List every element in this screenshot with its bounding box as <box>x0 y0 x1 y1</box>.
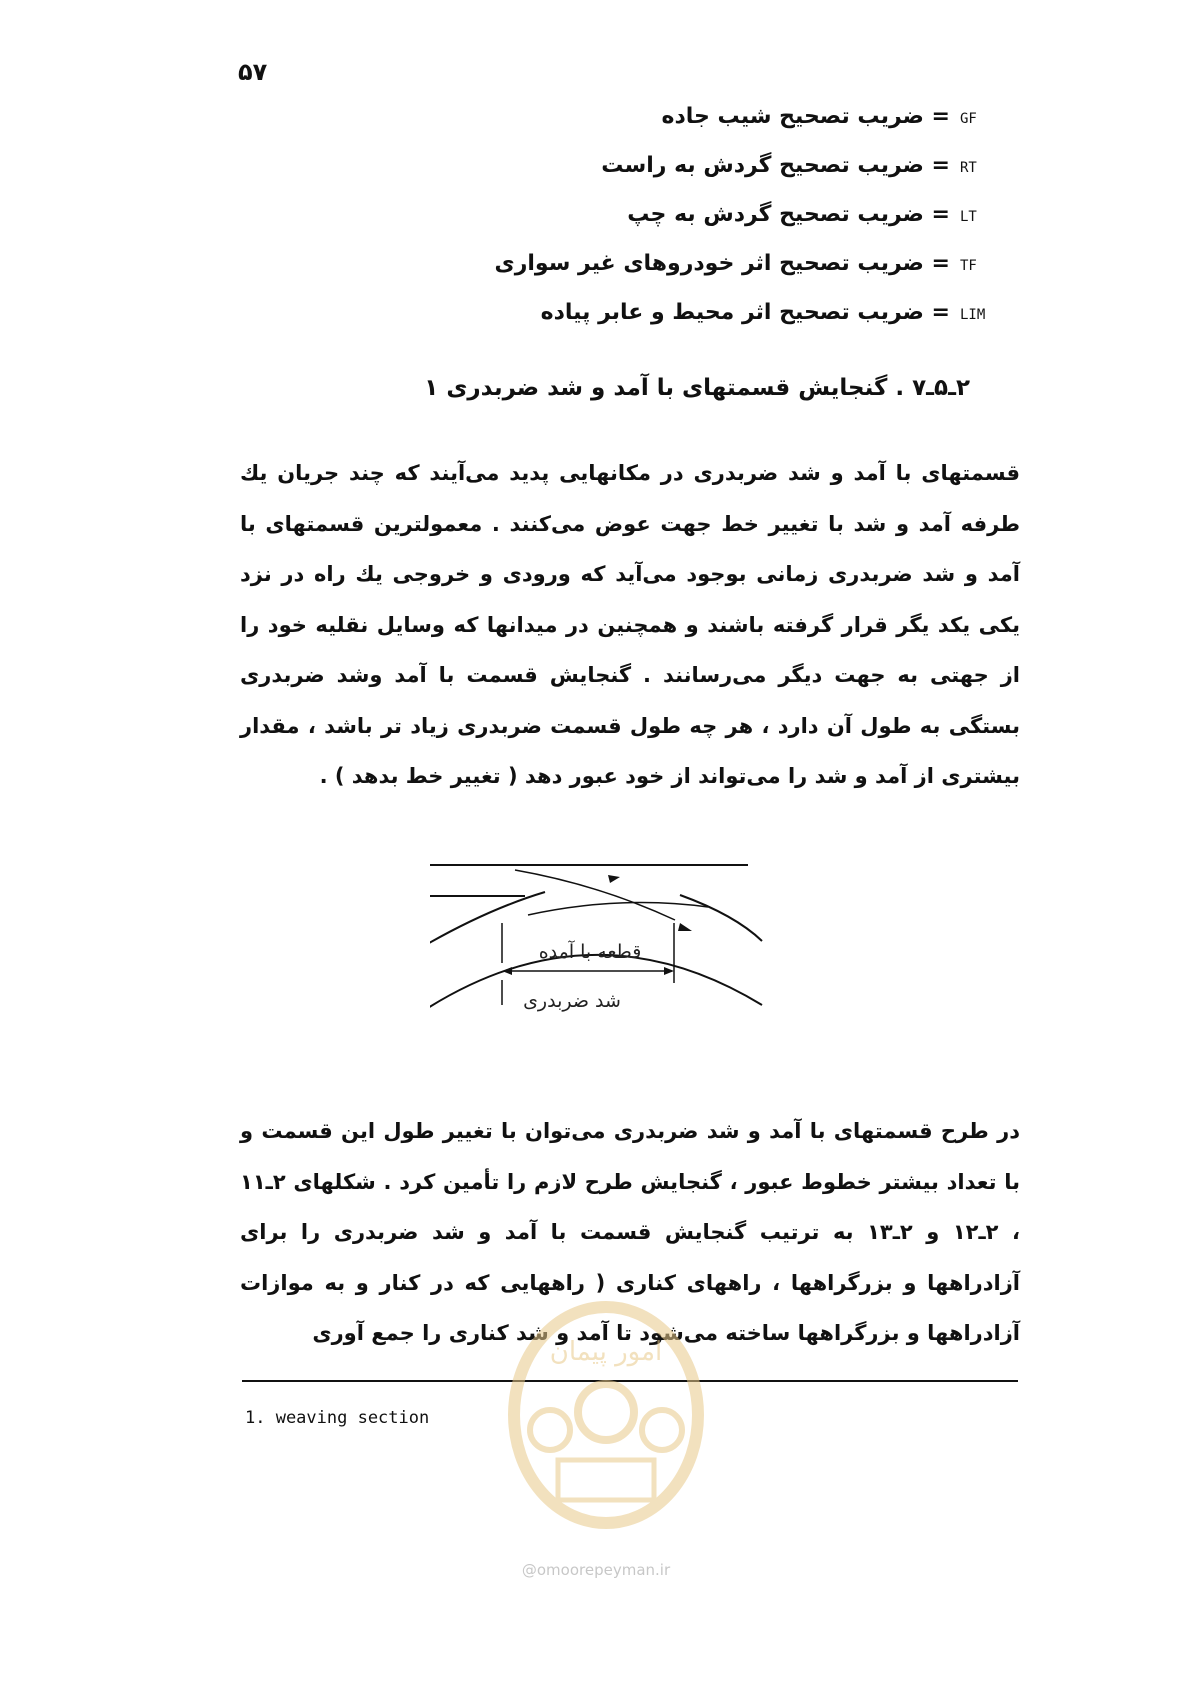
definition-tf <box>462 251 1022 300</box>
definition-rt <box>462 153 1022 202</box>
dimension-arrow-right <box>664 967 674 975</box>
definition-text: = ضریب تصحیح شیب جاده <box>661 104 950 129</box>
weaving-path-1 <box>528 903 708 916</box>
watermark-gear-left <box>530 1410 570 1450</box>
watermark-gear-right <box>642 1410 682 1450</box>
weaving-diagram <box>430 855 820 1045</box>
definition-code: GF <box>960 111 977 127</box>
definition-code: TF <box>960 258 977 274</box>
section-heading: ۲ـ۵ـ۷ . گنجایش قسمتهای با آمد و شد ضربدری ۱ <box>424 375 970 401</box>
paragraph-weaving-design: در طرح قسمتهای با آمد و شد ضربدری می‌توان با تغییر طول این قسمت و با تعداد بیشتر خطوط عبور ، گنجایش طرح لازم را تأمین کرد . شکلهای ۲ـ۱۱ ، ۲ـ۱۲ و ۲ـ۱۳ به ترتیب گنجایش قسمت با آمد و شد ضربدری را برای آزادراهها و بزرگراهها ، راههای کناری ( راههایی که در کنار و به موازات آزادراهها و بزرگراهها ساخته می‌شود تا آمد و شد کناری را جمع آوری <box>240 1119 1020 1345</box>
watermark-gear-center <box>578 1384 634 1440</box>
page-number: ۵۷ <box>238 58 268 86</box>
definition-text: = ضریب تصحیح اثر خودروهای غیر سواری <box>494 251 950 276</box>
watermark-grid <box>558 1460 654 1500</box>
paragraph-weaving-intro: قسمتهای با آمد و شد ضربدری در مکانهایی پدید می‌آیند که چند جریان یك طرفه آمد و شد با تغییر خط جهت عوض می‌کنند . معمولترین قسمتهای با آمد و شد ضربدری زمانی بوجود می‌آید که ورودی و خروجی یك راه در نزد یکی یکد یگر قرار گرفته باشند و همچنین در میدانها که وسایل نقلیه خود را از جهتی به جهت دیگر می‌رسانند . گنجایش قسمت با آمد وشد ضربدری بستگی به طول آن دارد ، هر چه طول قسمت ضربدری زیاد تر باشد ، مقدار بیشتری از آمد و شد را می‌تواند از خود عبور دهد ( تغییر خط بدهد ) . <box>240 461 1020 788</box>
merge-ramp-upper <box>430 892 545 950</box>
definitions-list <box>462 104 1022 349</box>
watermark-url: @omoorepeyman.ir <box>521 1561 671 1579</box>
definition-gf <box>462 104 1022 153</box>
definition-text: = ضریب تصحیح گردش به راست <box>601 153 950 178</box>
definition-text: = ضریب تصحیح گردش به چپ <box>627 202 950 227</box>
weaving-section-figure <box>430 855 820 1045</box>
definition-code: RT <box>960 160 977 176</box>
definition-code: LIM <box>960 307 986 323</box>
diverge-ramp-upper <box>680 895 762 941</box>
arrow-head-1 <box>608 875 620 883</box>
figure-label-segment: قطعه با آمده <box>538 941 642 963</box>
definition-lim <box>462 300 1022 349</box>
dimension-arrow-left <box>502 967 512 975</box>
watermark-logo-text: امور پیمان <box>549 1337 663 1367</box>
watermark-logo <box>488 1290 738 1590</box>
definition-code: LT <box>960 209 977 225</box>
definition-lt <box>462 202 1022 251</box>
watermark <box>488 1290 738 1590</box>
footnote: 1. weaving section <box>245 1408 430 1428</box>
figure-label-weaving: شد ضربدری <box>523 990 621 1012</box>
arrow-head-2 <box>678 923 692 931</box>
definition-text: = ضریب تصحیح اثر محیط و عابر پیاده <box>540 300 950 325</box>
